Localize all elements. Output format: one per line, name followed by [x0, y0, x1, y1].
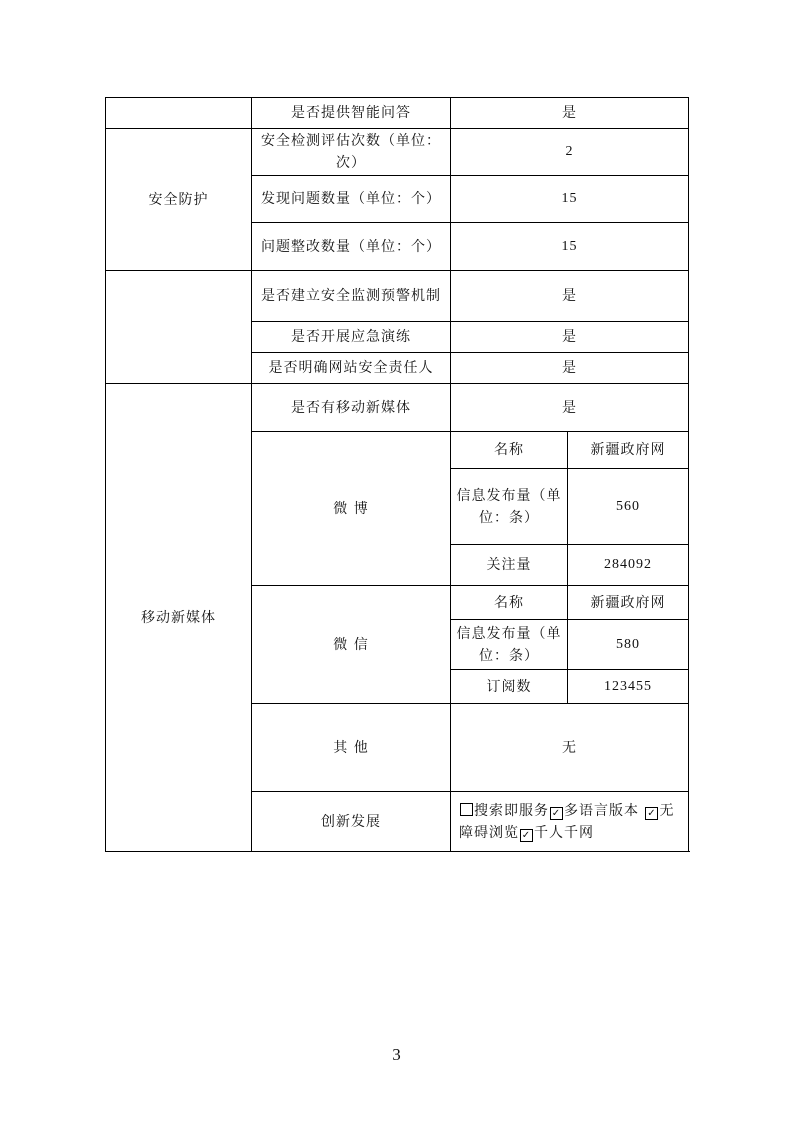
section-cell-empty	[106, 98, 252, 129]
row-value: 是	[451, 98, 689, 129]
option-label: 无障碍浏览	[459, 802, 675, 841]
wechat-posts-value: 580	[568, 620, 689, 670]
checkbox-icon[interactable]	[460, 803, 473, 816]
row-value: 是	[451, 271, 689, 322]
row-value: 是	[451, 384, 689, 432]
checkbox-checked-icon[interactable]: ✓	[521, 829, 532, 841]
row-value: 15	[451, 223, 689, 271]
wechat-subscribers-label: 订阅数	[451, 670, 568, 704]
row-label: 是否建立安全监测预警机制	[252, 271, 451, 322]
weibo-name-value: 新疆政府网	[568, 432, 689, 469]
other-label: 其 他	[252, 704, 451, 792]
innovation-options	[451, 792, 689, 852]
section-label: 安全防护	[106, 129, 252, 271]
row-label: 是否提供智能问答	[252, 98, 451, 129]
wechat-posts-label: 信息发布量（单位：条）	[451, 620, 568, 670]
weibo-posts-label: 信息发布量（单位：条）	[451, 469, 568, 545]
innovation-option[interactable]	[549, 803, 639, 819]
wechat-name-value: 新疆政府网	[568, 586, 689, 620]
section-label: 创新发展	[252, 792, 451, 852]
option-label: 千人千网	[534, 824, 594, 841]
weibo-followers-value: 284092	[568, 545, 689, 586]
section-label: 移动新媒体	[106, 384, 252, 852]
option-label: 搜索即服务	[474, 802, 549, 819]
option-label: 多语言版本	[564, 802, 639, 819]
row-value: 15	[451, 176, 689, 223]
other-value: 无	[451, 704, 689, 792]
row-label: 问题整改数量（单位：个）	[252, 223, 451, 271]
row-label: 是否开展应急演练	[252, 322, 451, 353]
page-number: 3	[392, 1045, 401, 1064]
row-label: 是否有移动新媒体	[252, 384, 451, 432]
wechat-label: 微 信	[252, 586, 451, 704]
row-label: 安全检测评估次数（单位：次）	[252, 129, 451, 176]
weibo-followers-label: 关注量	[451, 545, 568, 586]
checkbox-checked-icon[interactable]: ✓	[551, 807, 562, 819]
weibo-name-label: 名称	[451, 432, 568, 469]
row-label: 发现问题数量（单位：个）	[252, 176, 451, 223]
statistics-table	[105, 97, 689, 852]
weibo-posts-value: 560	[568, 469, 689, 545]
table-row	[106, 271, 689, 322]
wechat-subscribers-value: 123455	[568, 670, 689, 704]
innovation-option[interactable]	[519, 825, 594, 841]
table-row	[106, 129, 689, 176]
weibo-label: 微 博	[252, 432, 451, 586]
innovation-option[interactable]	[459, 803, 549, 819]
row-value: 是	[451, 353, 689, 384]
checkbox-checked-icon[interactable]: ✓	[647, 807, 657, 819]
row-label: 是否明确网站安全责任人	[252, 353, 451, 384]
table-row	[106, 384, 689, 432]
row-value: 是	[451, 322, 689, 353]
wechat-name-label: 名称	[451, 586, 568, 620]
row-value: 2	[451, 129, 689, 176]
table-row	[106, 98, 689, 129]
section-cell-empty	[106, 271, 252, 384]
